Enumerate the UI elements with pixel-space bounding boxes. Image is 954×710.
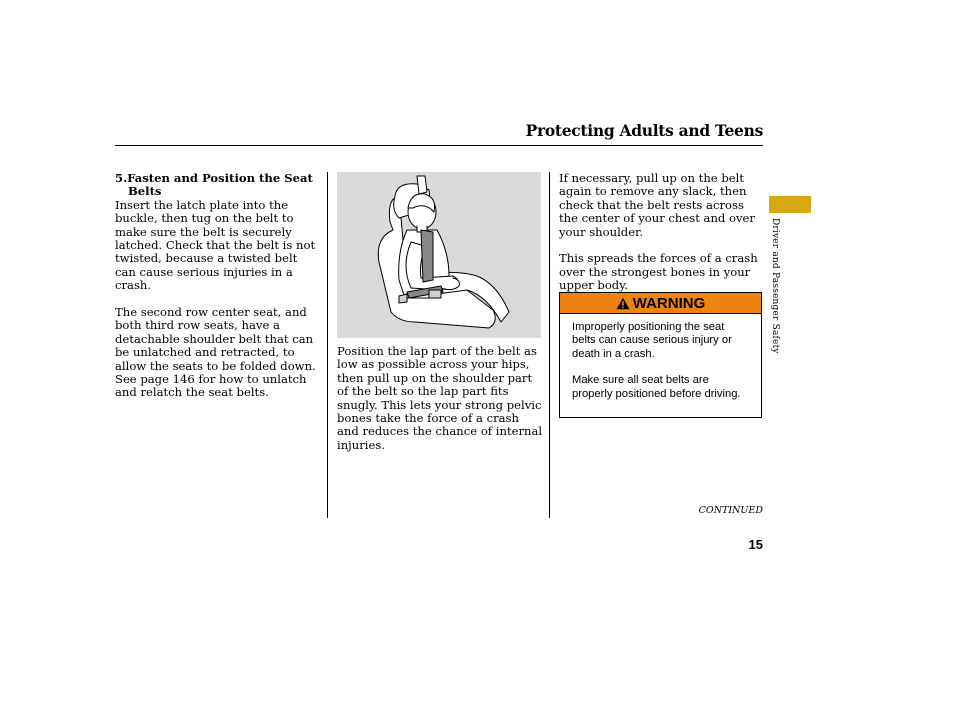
paragraph-latch: Insert the latch plate into the buckle, then tug on the belt to make sure the belt is securely latched. Check that the belt is not twisted, because a twisted belt can cause serious injuries in a crash. — [115, 197, 316, 293]
column-3 — [559, 172, 764, 306]
column-divider-1 — [327, 172, 328, 518]
column-1 — [115, 172, 321, 413]
step-heading: 5.Fasten and Position the Seat Belts — [115, 171, 313, 199]
page-title: Protecting Adults and Teens — [525, 121, 763, 140]
warning-paragraph-2: Make sure all seat belts are properly positioned before driving. — [572, 374, 741, 400]
paragraph-spread-forces: This spreads the forces of a crash over the strongest bones in your upper body. — [559, 251, 758, 293]
paragraph-remove-slack: If necessary, pull up on the belt again to remove any slack, then check that the belt rests across the center of your chest and over your shoulder. — [559, 171, 755, 239]
section-tab-label: Driver and Passenger Safety — [770, 218, 780, 354]
warning-triangle-icon — [616, 297, 630, 310]
warning-header — [560, 293, 761, 314]
page-number: 15 — [748, 537, 763, 552]
section-tab — [769, 196, 811, 213]
seat-belt-illustration — [337, 172, 541, 338]
warning-label: WARNING — [632, 294, 706, 312]
continued-label: CONTINUED — [698, 505, 763, 516]
paragraph-detachable-belt: The second row center seat, and both third row seats, have a detachable shoulder belt that can be unlatched and retracted, to allow the seats to be folded down. See page 146 for how to unlatch and relatch the seat belts. — [115, 305, 316, 400]
column-divider-2 — [549, 172, 550, 518]
warning-body — [560, 314, 761, 401]
header-rule — [115, 145, 763, 146]
warning-paragraph-1: Improperly positioning the seat belts can cause serious injury or death in a crash. — [572, 321, 732, 360]
paragraph-lap-belt: Position the lap part of the belt as low as possible across your hips, then pull up on the shoulder part of the belt so the lap part fits snugly. This lets your strong pelvic bones take the force of a crash and reduces the chance of internal injuries. — [337, 344, 543, 452]
seated-occupant-icon — [337, 172, 541, 338]
column-2 — [337, 345, 543, 466]
warning-box — [559, 292, 762, 418]
